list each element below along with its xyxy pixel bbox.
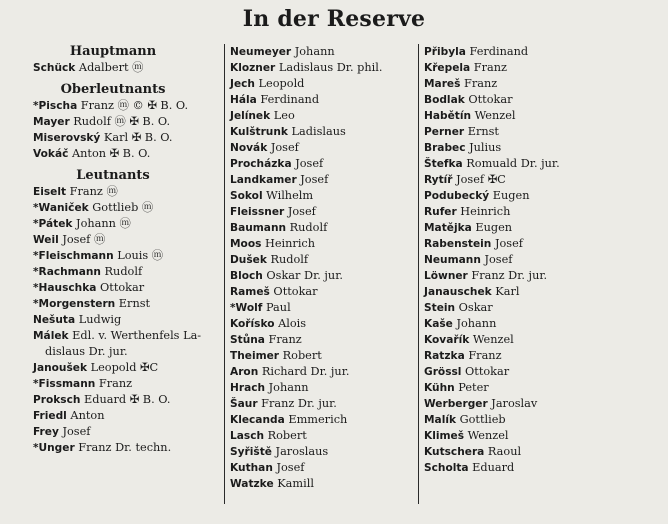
given-name-and-honors: Wenzel <box>471 109 516 122</box>
surname: Podubecký <box>424 190 490 202</box>
column-2 <box>230 44 420 492</box>
given-name-and-honors: Leo <box>270 109 295 122</box>
given-name-and-honors: Louis ⓜ <box>113 249 164 262</box>
given-name-and-honors: Ottokar <box>96 281 145 294</box>
surname: Kovařík <box>424 334 470 346</box>
given-name-and-honors: Josef <box>480 253 513 266</box>
surname: Janauschek <box>424 286 492 298</box>
roster-entry <box>33 264 223 280</box>
roster-entry <box>33 98 223 114</box>
roster-entry <box>424 316 654 332</box>
roster-entry <box>230 396 420 412</box>
given-name-and-honors: Oskar Dr. jur. <box>262 269 343 282</box>
roster-entry <box>230 108 420 124</box>
surname: Jech <box>230 78 255 90</box>
given-name-and-honors: Josef <box>491 237 523 250</box>
surname: Syřiště <box>230 446 272 458</box>
given-name-and-honors: Ottokar <box>464 93 513 106</box>
surname: Brabec <box>424 142 466 154</box>
given-name-and-honors: Josef ✠C <box>452 173 506 186</box>
given-name-and-honors: Josef <box>272 461 305 474</box>
given-name-and-honors: Johann ⓜ <box>72 217 131 230</box>
given-name-and-honors: Leopold ✠C <box>87 361 159 374</box>
roster-entry <box>424 444 654 460</box>
surname: Rameš <box>230 286 270 298</box>
roster-entry <box>424 124 654 140</box>
given-name-and-honors: Ludwig <box>75 313 122 326</box>
given-name-and-honors: Josef ⓜ <box>58 233 106 246</box>
roster-entry <box>33 200 223 216</box>
roster-entry <box>424 140 654 156</box>
surname: Malík <box>424 414 456 426</box>
surname: *Unger <box>33 442 75 454</box>
roster-entry <box>230 252 420 268</box>
list-leutnants <box>33 184 223 456</box>
given-name-and-honors: Josef <box>296 173 329 186</box>
given-name-and-honors: Wenzel <box>469 333 514 346</box>
surname: Šaur <box>230 398 258 410</box>
surname: *Waniček <box>33 202 89 214</box>
surname: Scholta <box>424 462 469 474</box>
list-hauptmann <box>33 60 223 76</box>
given-name-and-honors: Ladislaus Dr. phil. <box>275 61 383 74</box>
roster-entry <box>230 156 420 172</box>
roster-entry <box>230 316 420 332</box>
surname: Novák <box>230 142 268 154</box>
roster-entry <box>424 172 654 188</box>
roster-entry <box>424 60 654 76</box>
roster-entry <box>33 216 223 232</box>
given-name-and-honors: Johann <box>291 45 335 58</box>
surname: Neumeyer <box>230 46 292 58</box>
surname: Klimeš <box>424 430 465 442</box>
given-name-and-honors: Robert <box>279 349 322 362</box>
surname: Vokáč <box>33 148 69 160</box>
roster-entry <box>424 92 654 108</box>
given-name-and-honors: Leopold <box>254 77 305 90</box>
given-name-and-honors: Wenzel <box>464 429 509 442</box>
surname: Weil <box>33 234 59 246</box>
given-name-and-honors: Karl ✠ B. O. <box>100 131 173 144</box>
roster-entry <box>424 380 654 396</box>
given-name-and-honors: Robert <box>264 429 307 442</box>
given-name-and-honors: dislaus Dr. jur. <box>45 345 128 358</box>
surname: Perner <box>424 126 465 138</box>
roster-entry <box>424 44 654 60</box>
surname: Rufer <box>424 206 457 218</box>
roster-entry <box>230 380 420 396</box>
roster-entry <box>230 460 420 476</box>
surname: Kühn <box>424 382 455 394</box>
roster-entry <box>230 76 420 92</box>
given-name-and-honors: Rudolf <box>100 265 143 278</box>
given-name-and-honors: Richard Dr. jur. <box>258 365 350 378</box>
given-name-and-honors: Anton ✠ B. O. <box>68 147 151 160</box>
surname: *Fleischmann <box>33 250 114 262</box>
surname: Dušek <box>230 254 267 266</box>
surname: Löwner <box>424 270 468 282</box>
surname: Stein <box>424 302 456 314</box>
roster-entry <box>230 364 420 380</box>
given-name-and-honors: Ferdinand <box>465 45 529 58</box>
surname: Eiselt <box>33 186 67 198</box>
surname: Lasch <box>230 430 265 442</box>
roster-entry <box>424 236 654 252</box>
given-name-and-honors: Rudolf <box>266 253 309 266</box>
roster-entry <box>230 44 420 60</box>
roster-entry <box>33 408 223 424</box>
roster-entry <box>424 412 654 428</box>
roster-entry <box>230 476 420 492</box>
column-divider-1 <box>224 44 225 504</box>
surname: Grössl <box>424 366 462 378</box>
surname: *Morgenstern <box>33 298 116 310</box>
roster-entry <box>424 460 654 476</box>
given-name-and-honors: Wilhelm <box>262 189 314 202</box>
surname: Frey <box>33 426 59 438</box>
surname: Theimer <box>230 350 280 362</box>
roster-entry <box>230 124 420 140</box>
roster-entry <box>33 60 223 76</box>
given-name-and-honors: Jaroslav <box>487 397 538 410</box>
given-name-and-honors: Josef <box>284 205 316 218</box>
roster-entry <box>230 268 420 284</box>
roster-entry <box>33 296 223 312</box>
surname: Křepela <box>424 62 471 74</box>
surname: Jelínek <box>230 110 271 122</box>
roster-entry <box>424 364 654 380</box>
surname: Neumann <box>424 254 481 266</box>
roster-entry <box>33 232 223 248</box>
given-name-and-honors: Franz <box>95 377 133 390</box>
roster-entry <box>424 76 654 92</box>
roster-entry <box>424 220 654 236</box>
surname: Kutschera <box>424 446 485 458</box>
surname: Kuthan <box>230 462 273 474</box>
surname: Ratzka <box>424 350 465 362</box>
surname: Fleissner <box>230 206 285 218</box>
given-name-and-honors: Franz Dr. techn. <box>74 441 172 454</box>
surname: Přibyla <box>424 46 466 58</box>
given-name-and-honors: Jaroslaus <box>271 445 329 458</box>
roster-entry <box>230 220 420 236</box>
roster-entry <box>424 348 654 364</box>
roster-entry <box>424 428 654 444</box>
surname: Friedl <box>33 410 67 422</box>
roster-entry <box>33 328 223 344</box>
given-name-and-honors: Ernst <box>115 297 151 310</box>
roster-entry <box>424 284 654 300</box>
given-name-and-honors: Emmerich <box>284 413 348 426</box>
given-name-and-honors: Heinrich <box>456 205 511 218</box>
surname: Watzke <box>230 478 274 490</box>
page-title: In der Reserve <box>242 6 426 32</box>
surname: *Rachmann <box>33 266 101 278</box>
surname: Matějka <box>424 222 472 234</box>
roster-entry <box>33 376 223 392</box>
surname: *Pátek <box>33 218 73 230</box>
given-name-and-honors: Franz <box>264 333 302 346</box>
roster-entry <box>230 300 420 316</box>
surname: *Fissmann <box>33 378 96 390</box>
given-name-and-honors: Julius <box>465 141 502 154</box>
roster-entry <box>33 280 223 296</box>
roster-entry <box>230 92 420 108</box>
roster-entry <box>424 252 654 268</box>
given-name-and-honors: Ladislaus <box>287 125 346 138</box>
surname: Werberger <box>424 398 488 410</box>
roster-entry <box>33 146 223 162</box>
surname: *Pischa <box>33 100 78 112</box>
surname: Mayer <box>33 116 70 128</box>
roster-entry <box>230 284 420 300</box>
column-1 <box>33 44 223 456</box>
given-name-and-honors: Franz <box>460 77 498 90</box>
roster-entry <box>424 332 654 348</box>
roster-entry <box>33 114 223 130</box>
surname: Mareš <box>424 78 461 90</box>
given-name-and-honors: Raoul <box>484 445 522 458</box>
given-name-and-honors: Paul <box>262 301 291 314</box>
roster-entry <box>33 184 223 200</box>
given-name-and-honors: Josef <box>58 425 91 438</box>
surname: Janoušek <box>33 362 87 374</box>
surname: Hrach <box>230 382 266 394</box>
roster-entry <box>230 412 420 428</box>
roster-entry <box>33 130 223 146</box>
roster-entry <box>424 396 654 412</box>
roster-entry <box>33 440 223 456</box>
given-name-and-honors: Johann <box>452 317 497 330</box>
roster-entry <box>424 108 654 124</box>
roster-entry <box>424 188 654 204</box>
given-name-and-honors: Kamill <box>273 477 314 490</box>
given-name-and-honors: Ernst <box>464 125 499 138</box>
surname: Klecanda <box>230 414 285 426</box>
surname: Bloch <box>230 270 263 282</box>
surname: Moos <box>230 238 262 250</box>
section-heading-hauptmann: Hauptmann <box>69 44 157 59</box>
given-name-and-honors: Franz Dr. jur. <box>467 269 548 282</box>
surname: Aron <box>230 366 259 378</box>
given-name-and-honors: Adalbert ⓜ <box>75 61 144 74</box>
given-name-and-honors: Alois <box>274 317 307 330</box>
surname: *Wolf <box>230 302 263 314</box>
surname: Bodlak <box>424 94 465 106</box>
surname: Landkamer <box>230 174 297 186</box>
surname: Kořísko <box>230 318 275 330</box>
given-name-and-honors: Franz Dr. jur. <box>257 397 337 410</box>
given-name-and-honors: Anton <box>66 409 105 422</box>
roster-entry <box>230 332 420 348</box>
given-name-and-honors: Johann <box>265 381 309 394</box>
surname: Habětín <box>424 110 472 122</box>
roster-entry <box>424 156 654 172</box>
surname: Baumann <box>230 222 287 234</box>
roster-entry <box>230 236 420 252</box>
roster-entry <box>33 344 223 360</box>
given-name-and-honors: Oskar <box>455 301 493 314</box>
given-name-and-honors: Eduard ✠ B. O. <box>80 393 171 406</box>
surname: Sokol <box>230 190 263 202</box>
section-heading-leutnants: Leutnants <box>76 168 150 183</box>
given-name-and-honors: Franz ⓜ <box>66 185 118 198</box>
given-name-and-honors: Romuald Dr. jur. <box>462 157 560 170</box>
surname: Rabenstein <box>424 238 492 250</box>
surname: Hála <box>230 94 257 106</box>
surname: Kaše <box>424 318 453 330</box>
given-name-and-honors: Josef <box>267 141 299 154</box>
given-name-and-honors: Franz <box>470 61 507 74</box>
roster-entry <box>230 444 420 460</box>
roster-entry <box>230 188 420 204</box>
surname: Proksch <box>33 394 81 406</box>
roster-entry <box>33 360 223 376</box>
roster-entry <box>230 348 420 364</box>
given-name-and-honors: Josef <box>291 157 324 170</box>
surname: Rytíř <box>424 174 453 186</box>
roster-entry <box>230 172 420 188</box>
surname: Miserovský <box>33 132 101 144</box>
given-name-and-honors: Peter <box>454 381 489 394</box>
surname: Klozner <box>230 62 276 74</box>
roster-entry <box>230 60 420 76</box>
surname: Nešuta <box>33 314 76 326</box>
given-name-and-honors: Franz <box>464 349 502 362</box>
given-name-and-honors: Edl. v. Werthenfels La- <box>68 329 202 342</box>
surname: Málek <box>33 330 69 342</box>
surname: Procházka <box>230 158 292 170</box>
given-name-and-honors: Ottokar <box>269 285 318 298</box>
column-3 <box>424 44 654 476</box>
surname: Štefka <box>424 158 463 170</box>
roster-entry <box>424 204 654 220</box>
given-name-and-honors: Rudolf <box>286 221 328 234</box>
given-name-and-honors: Ferdinand <box>256 93 320 106</box>
given-name-and-honors: Franz ⓜ © ✠ B. O. <box>77 99 189 112</box>
roster-entry <box>33 424 223 440</box>
roster-entry <box>33 248 223 264</box>
roster-entry <box>230 204 420 220</box>
surname: Schück <box>33 62 76 74</box>
roster-entry <box>33 392 223 408</box>
roster-entry <box>33 312 223 328</box>
section-heading-oberleutnants: Oberleutnants <box>60 82 166 97</box>
list-oberleutnants <box>33 98 223 162</box>
roster-entry <box>230 140 420 156</box>
given-name-and-honors: Gottlieb ⓜ <box>88 201 154 214</box>
given-name-and-honors: Karl <box>491 285 520 298</box>
given-name-and-honors: Rudolf ⓜ ✠ B. O. <box>69 115 171 128</box>
surname: *Hauschka <box>33 282 97 294</box>
given-name-and-honors: Heinrich <box>261 237 316 250</box>
roster-entry <box>230 428 420 444</box>
surname: Stůna <box>230 334 265 346</box>
given-name-and-honors: Ottokar <box>461 365 510 378</box>
surname: Kulštrunk <box>230 126 288 138</box>
given-name-and-honors: Eduard <box>468 461 515 474</box>
given-name-and-honors: Eugen <box>471 221 513 234</box>
given-name-and-honors: Gottlieb <box>456 413 506 426</box>
roster-entry <box>424 300 654 316</box>
given-name-and-honors: Eugen <box>489 189 530 202</box>
roster-entry <box>424 268 654 284</box>
